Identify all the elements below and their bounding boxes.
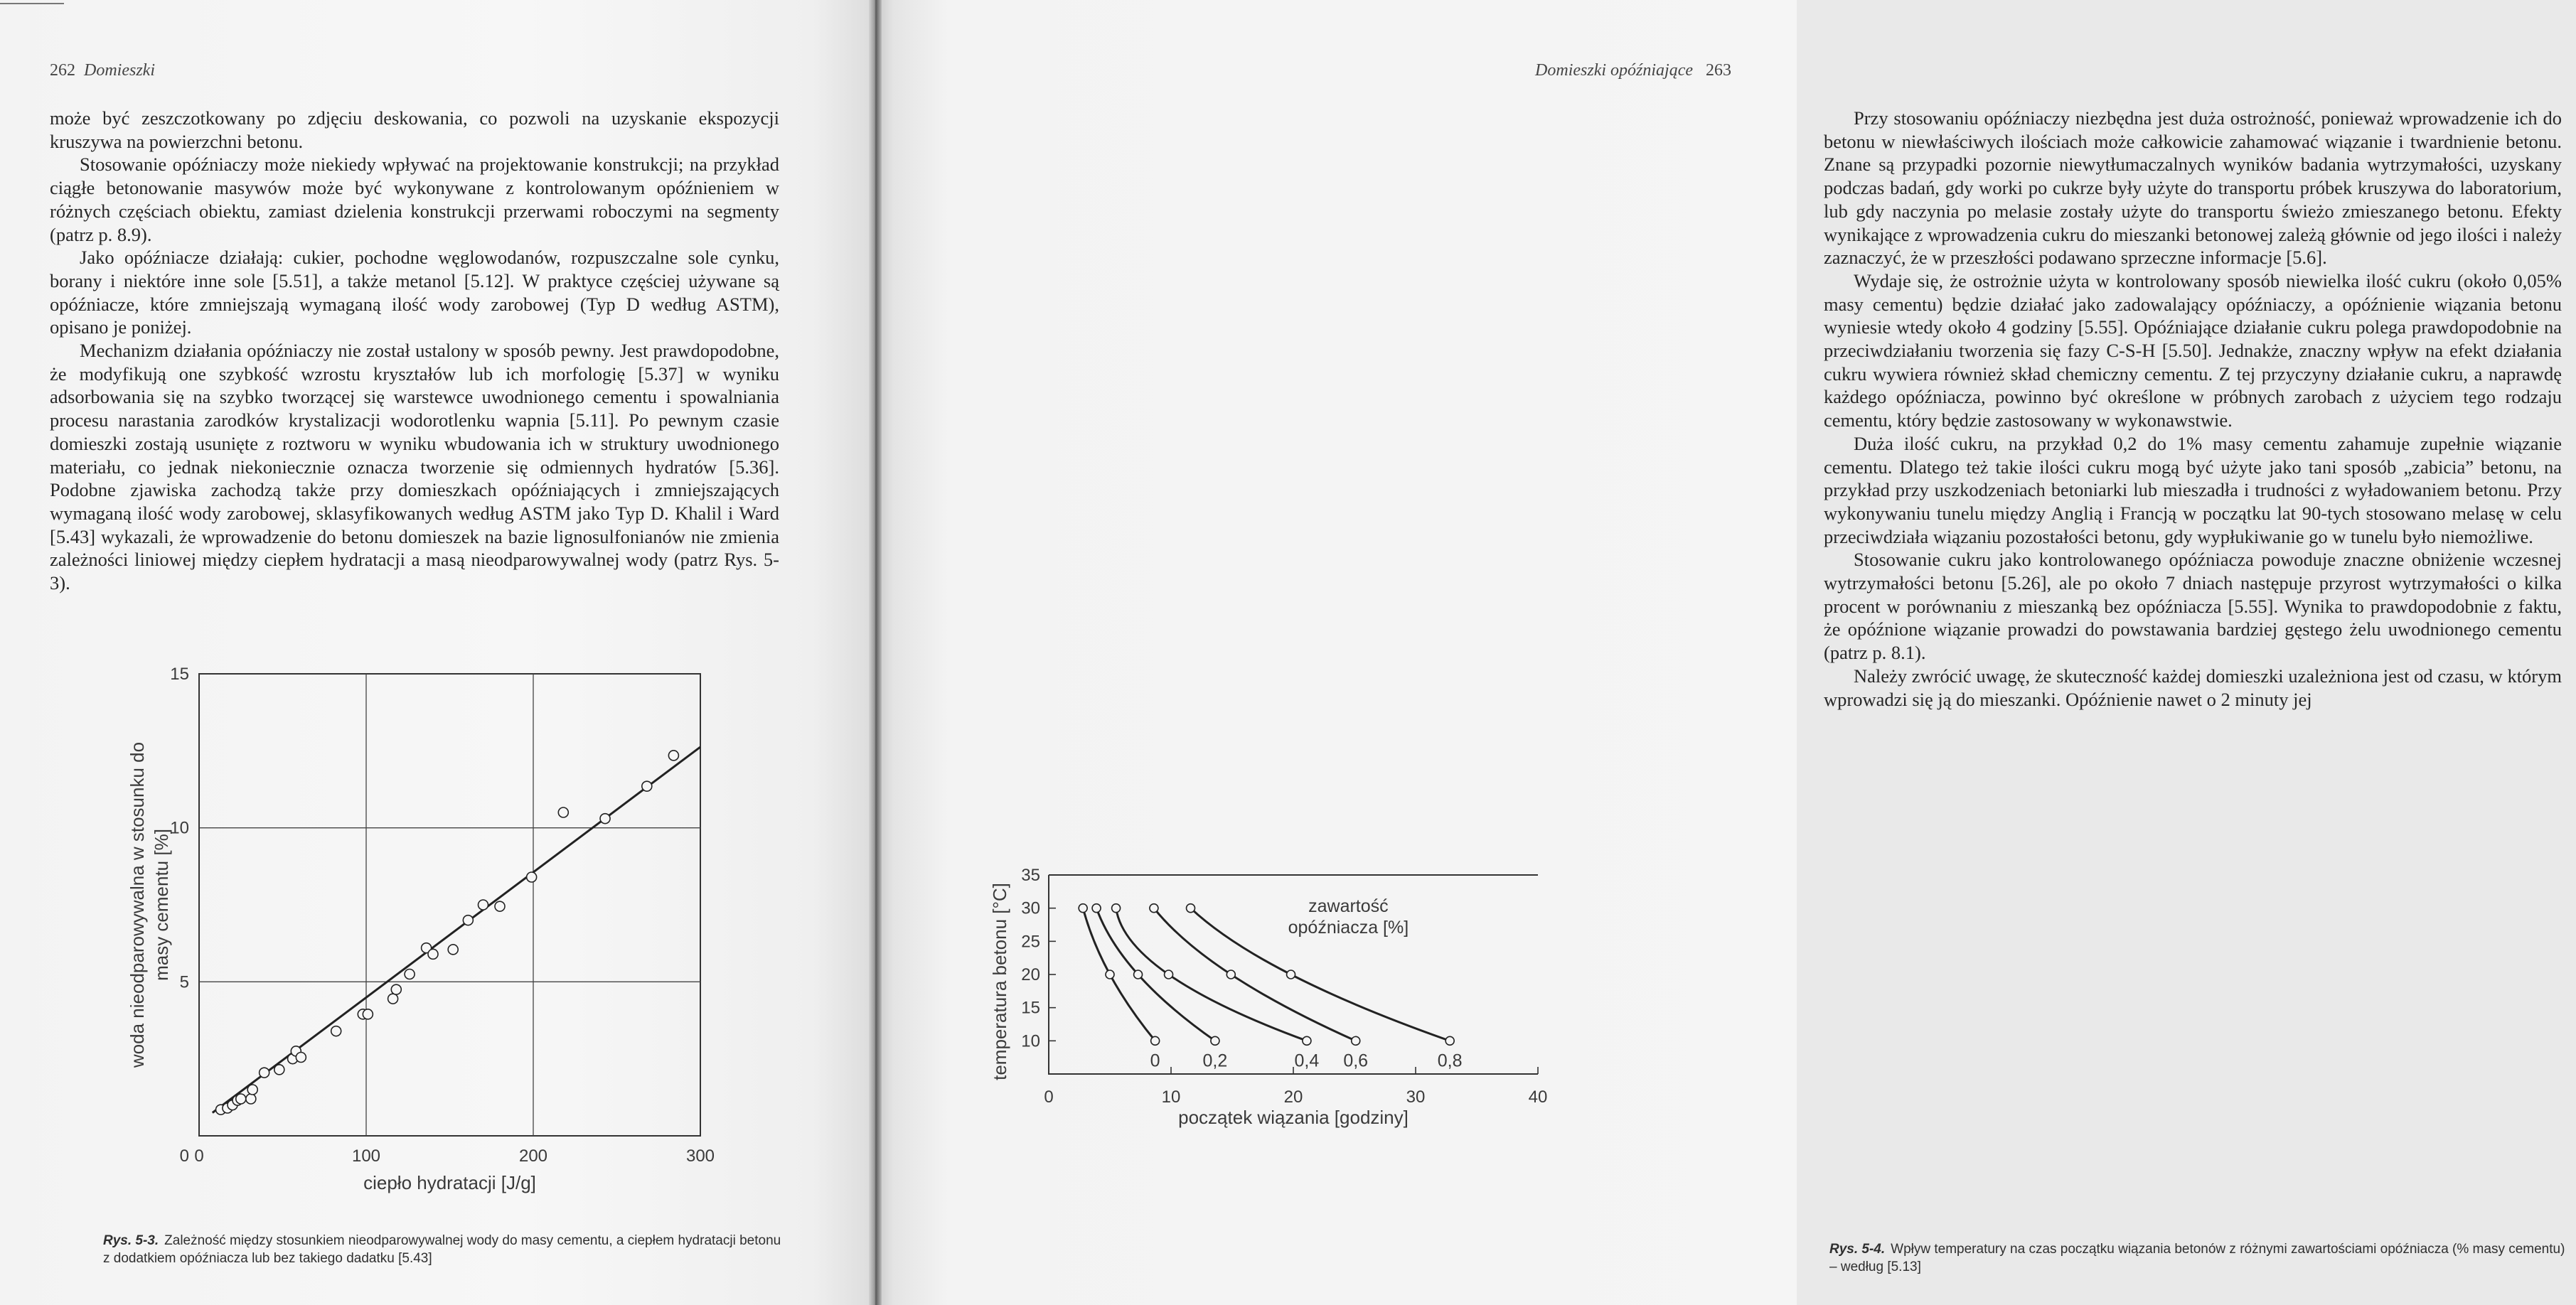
series-point: [1287, 970, 1295, 979]
data-point: [405, 970, 415, 979]
corner-mark: [0, 3, 64, 4]
paragraph: Jako opóźniacze działają: cukier, pochodne węglowodanów, rozpuszczalne sole cynku, borany i niektóre inne sole [5.51], a także metanol [5.12]. W praktyce częściej używane są opóźniacze, które zmniejszają wymaganą ilość wody zarobowej (Typ D według ASTM), opisano je poniżej.: [50, 247, 779, 338]
right-running-title: Domieszki opóźniające: [1535, 61, 1693, 80]
data-point: [391, 984, 401, 994]
x-tick-label: 200: [518, 1146, 548, 1166]
right-running-head: [1535, 61, 1731, 80]
y-axis-label: [127, 742, 172, 1068]
x-tick-label: 40: [1528, 1088, 1548, 1107]
x-tick-label: 100: [351, 1146, 381, 1166]
series-point: [1112, 904, 1121, 913]
series-point: [1211, 1036, 1219, 1045]
figure-5-4-caption: [1829, 1240, 2576, 1276]
paragraph: może być zeszczotkowany po zdjęciu deskowania, co pozwoli na uzyskanie ekspozycji kruszywa na powierzchni betonu.: [50, 107, 779, 152]
caption-label: Rys. 5-3.: [103, 1233, 159, 1248]
data-point: [274, 1065, 284, 1075]
y-axis-label-line: masy cementu [%]: [151, 829, 172, 981]
book-spine: [869, 0, 882, 1305]
data-point: [247, 1085, 257, 1095]
x-tick-label: 30: [1406, 1088, 1426, 1107]
series-point: [1303, 1036, 1311, 1045]
series-label: 0,6: [1343, 1051, 1369, 1071]
data-point: [331, 1026, 341, 1036]
series-point: [1150, 904, 1158, 913]
y-tick-label: 15: [170, 665, 189, 684]
series-curve: [1116, 908, 1307, 1041]
left-running-head: [50, 61, 155, 80]
regression-line: [213, 747, 700, 1113]
series-point: [1106, 970, 1114, 979]
figure-5-4-chart: [985, 864, 1767, 1233]
data-point: [363, 1009, 373, 1019]
x-tick-label: 300: [685, 1146, 715, 1166]
data-point: [448, 945, 458, 955]
series-point: [1352, 1036, 1360, 1045]
y-tick-label: 30: [1021, 898, 1040, 918]
series-point: [1151, 1036, 1160, 1045]
legend-title: opóźniacza [%]: [1288, 918, 1409, 938]
series-point: [1226, 970, 1235, 979]
y-tick-label: 25: [1021, 932, 1040, 952]
data-point: [495, 901, 505, 911]
legend-title: zawartość: [1308, 896, 1389, 916]
x-axis-label: początek wiązania [godziny]: [1178, 1107, 1409, 1128]
paragraph: Przy stosowaniu opóźniaczy niezbędna jest duża ostrożność, ponieważ wprowadzenie ich do betonu w niewłaściwych ilościach może całkowicie zahamować wiązanie i twardnienie betonu. Znane są przypadki pozornie niewytłumaczalnych wyników badania wytrzymałości, uzyskany podczas badań, gdy worki po cukrze były użyte do transportu próbek kruszywa do laboratorium, lub gdy naczynia po melasie zostały użyte do transportu świeżo zmieszanego betonu. Efekty wynikające z wprowadzenia cukru do mieszanki betonowej zależą głównie od jego ilości i należy zaznaczyć, że w przeszłości podawano sprzeczne informacje [5.6].: [1824, 107, 2562, 269]
x-tick-label: 0: [194, 1146, 204, 1166]
data-point: [236, 1094, 246, 1104]
left-page-number: 262: [50, 61, 75, 80]
data-point: [668, 751, 678, 761]
y-tick-label: 0: [179, 1146, 189, 1166]
data-point: [479, 900, 488, 910]
x-axis-label: ciepło hydratacji [J/g]: [363, 1172, 536, 1193]
series-point: [1134, 970, 1143, 979]
paragraph: Należy zwrócić uwagę, że skuteczność każdej domieszki uzależniona jest od czasu, w którym wprowadzi się ją do mieszanki. Opóźnienie nawet o 2 minuty jej: [1824, 665, 2562, 710]
data-point: [558, 807, 568, 817]
paragraph: Mechanizm działania opóźniaczy nie został ustalony w sposób pewny. Jest prawdopodobne, że modyfikują one szybkość wzrostu kryształów lub ich morfologię [5.37] w wyniku adsorbowania się na szybko tworzącej się warstewce uwodnionego cementu i spowalniania procesu narastania zarodków krystalizacji wodorotlenku wapnia [5.11]. Po pewnym czasie domieszki zostają usunięte z roztworu w wyniku wbudowania ich w struktury uwodnionego materiału, co jednak niekoniecznie oznacza tworzenie się odmiennych hydratów [5.36]. Podobne zjawiska zachodzą także przy domieszkach opóźniających i zmniejszających wymaganą ilość wody zarobowej, sklasyfikowanych według ASTM jako Typ D. Khalil i Ward [5.43] wykazali, że wprowadzenie do betonu domieszek na bazie lignosulfonianów nie zmienia zależności liniowej między ciepłem hydratacji a masą nieodparowywalnej wody (patrz Rys. 5-3).: [50, 340, 779, 594]
figure-5-3-caption: [103, 1232, 786, 1267]
left-running-title: Domieszki: [84, 61, 155, 80]
series-label: 0,8: [1437, 1051, 1463, 1071]
data-point: [428, 949, 438, 959]
data-point: [260, 1068, 269, 1078]
x-tick-label: 20: [1283, 1088, 1303, 1107]
series-point: [1079, 904, 1087, 913]
y-tick-label: 35: [1021, 866, 1040, 885]
x-tick-label: 10: [1161, 1088, 1181, 1107]
figure-5-3-chart: [121, 661, 747, 1208]
data-point: [600, 814, 610, 824]
x-tick-label: 0: [1044, 1088, 1054, 1107]
series-curve: [1083, 908, 1155, 1041]
caption-text: Wpływ temperatury na czas początku wiązania betonów z różnymi zawartościami opóźniacza (% masy cementu) – według [5.13]: [1829, 1242, 2565, 1274]
y-tick-label: 5: [179, 972, 189, 992]
series-point: [1187, 904, 1195, 913]
y-axis-label-line: woda nieodparowywalna w stosunku do: [127, 741, 148, 1068]
series-label: 0,2: [1202, 1051, 1228, 1071]
right-page-number: 263: [1706, 61, 1731, 80]
data-point: [642, 781, 652, 791]
data-point: [246, 1094, 256, 1104]
series-label: 0: [1150, 1051, 1160, 1071]
left-page: [0, 0, 875, 1305]
data-point: [296, 1053, 306, 1063]
right-body-text: [1824, 107, 2562, 711]
right-page: [875, 0, 2565, 1305]
paragraph: Duża ilość cukru, na przykład 0,2 do 1% masy cementu zahamuje zupełnie wiązanie cementu. Dlatego też takie ilości cukru mogą być użyte jako tani sposób „zabicia” betonu, na przykład przy uszkodzeniach betoniarki lub mieszadła i trudności z wyładowaniem betonu. Przy wykonywaniu tunelu między Anglią i Francją w początku lat 90-tych stosowano melasę w celu przeciwdziała wiązaniu pozostałości betonu, gdy wypłukiwanie go w tunelu było niemożliwe.: [1824, 432, 2562, 547]
y-tick-label: 20: [1021, 965, 1040, 984]
paragraph: Stosowanie cukru jako kontrolowanego opóźniacza powoduje znaczne obniżenie wczesnej wytrzymałości betonu [5.26], ale po około 7 dniach następuje przyrost wytrzymałości o kilka procent w porównaniu z mieszanką bez opóźniacza [5.55]. Wynika to prawdopodobnie z faktu, że opóźnione wiązanie prowadzi do powstawania bardziej gęstego żelu uwodnionego cementu (patrz p. 8.1).: [1824, 549, 2562, 664]
y-tick-label: 10: [170, 818, 189, 838]
series-point: [1445, 1036, 1454, 1045]
series-point: [1092, 904, 1101, 913]
caption-text: Zależność między stosunkiem nieodparowywalnej wody do masy cementu, a ciepłem hydratacji betonu z dodatkiem opóźniacza lub bez takiego dadatku [5.43]: [103, 1233, 781, 1266]
left-body-text: [50, 107, 779, 595]
y-tick-label: 10: [1021, 1031, 1040, 1051]
paragraph: Stosowanie opóźniaczy może niekiedy wpływać na projektowanie konstrukcji; na przykład ciągłe betonowanie masywów może być wykonywane z kontrolowanym opóźnieniem w różnych częściach obiektu, zamiast dzielenia konstrukcji przerwami roboczymi na segmenty (patrz p. 8.9).: [50, 154, 779, 245]
paragraph: Wydaje się, że ostrożnie użyta w kontrolowany sposób niewielka ilość cukru (około 0,05% masy cementu) będzie działać jako zadowalający opóźniaczy, a opóźnienie wiązania betonu wyniesie wtedy około 4 godziny [5.55]. Opóźniające działanie cukru polega prawdopodobnie na przeciwdziałaniu tworzenia się fazy C-S-H [5.50]. Jednakże, znaczny wpływ na efekt działania cukru wywiera również skład chemiczny cementu. Z tej przyczyny działanie cukru, a naprawdę każdego opóźniacza, powinno być określone w próbnych zarobach z użyciem tego rodzaju cementu, który będzie zastosowany w wykonawstwie.: [1824, 269, 2562, 431]
series-point: [1165, 970, 1173, 979]
series-label: 0,4: [1294, 1051, 1320, 1071]
y-axis-label: temperatura betonu [°C]: [989, 883, 1010, 1080]
data-point: [463, 915, 473, 925]
data-point: [527, 872, 537, 882]
caption-label: Rys. 5-4.: [1829, 1242, 1886, 1257]
y-tick-label: 15: [1021, 998, 1040, 1018]
data-point: [388, 994, 398, 1004]
